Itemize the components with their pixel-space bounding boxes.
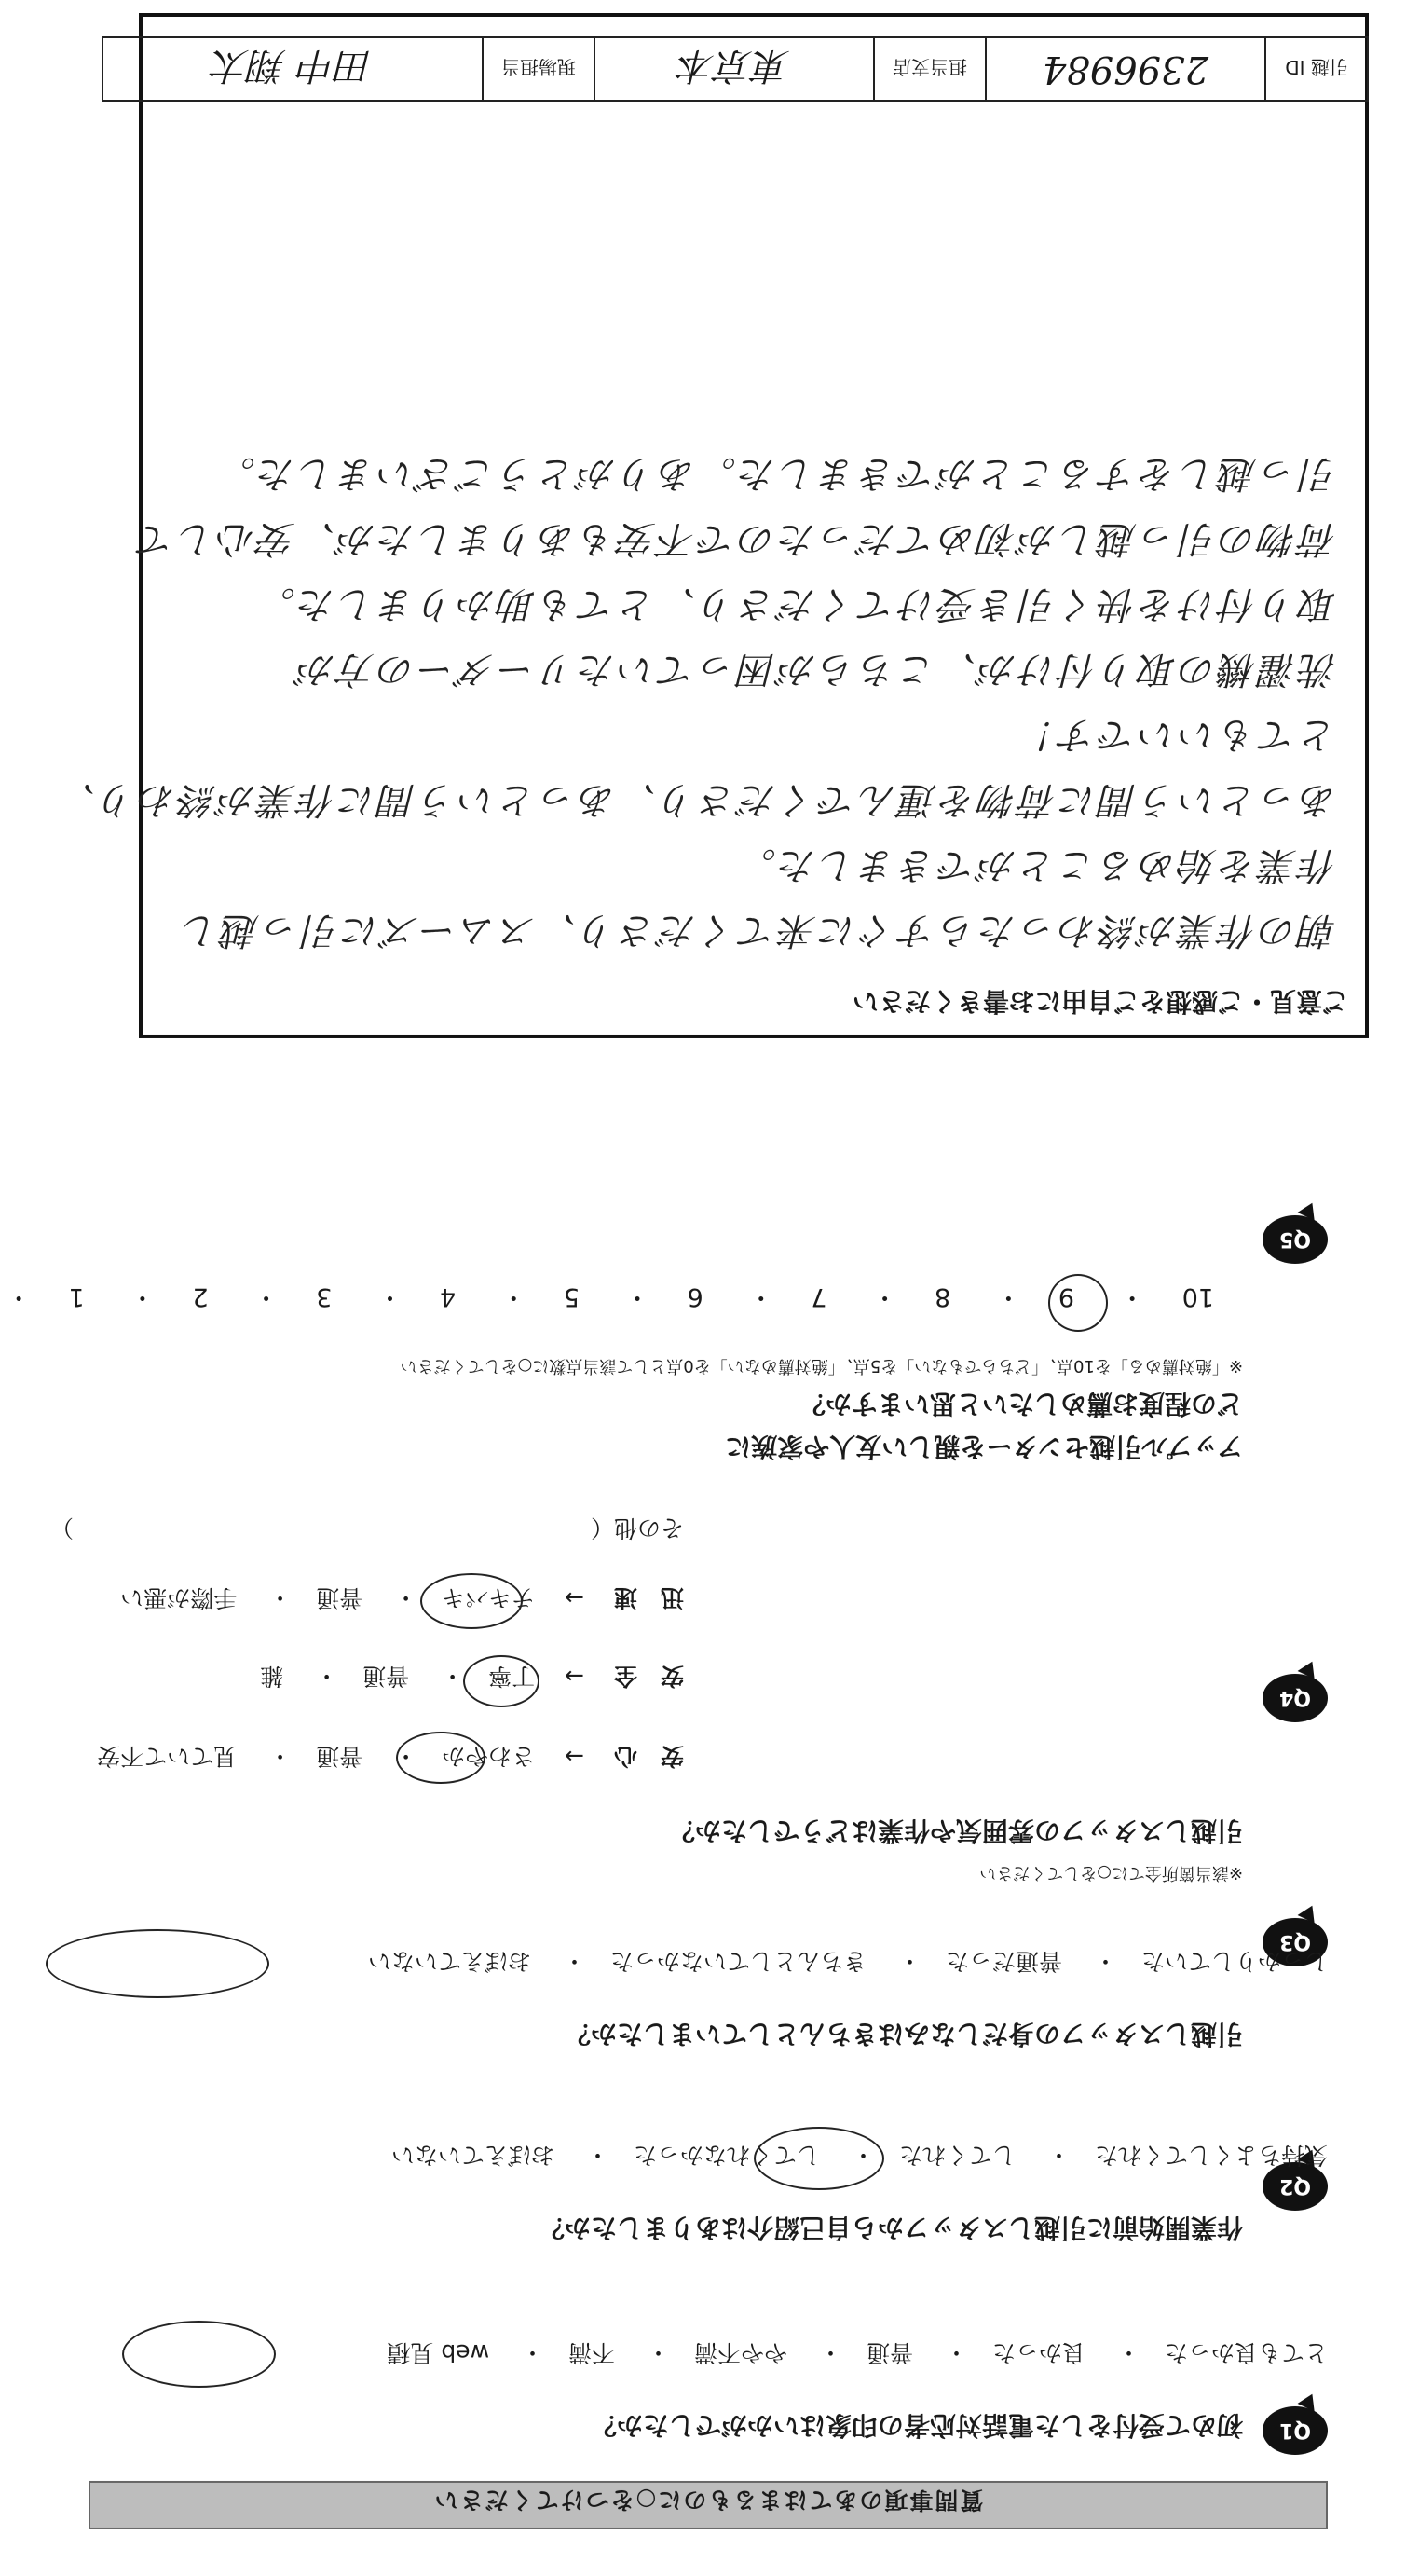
q4-row-1: 安 心 → さわやか・ 普通・ 見ていて不安 bbox=[97, 1743, 684, 1770]
q4-row-3-answer-circle bbox=[420, 1573, 523, 1629]
comment-line-5: 洗濯機の取り付けが、こちらが困っていたリーダーの方が bbox=[295, 648, 1337, 691]
q5-question-line-1: アップル引越センターを親しい友人や家族に bbox=[725, 1432, 1243, 1462]
q2-option-4[interactable]: おぼえていない bbox=[391, 2142, 555, 2169]
q3-option-2[interactable]: 普通だった bbox=[946, 1948, 1063, 1975]
q5-question-line-2: どの程度お薦めしたいと思いますか？ bbox=[799, 1389, 1243, 1419]
comment-title: ご意見・ご感想をご自由にお書きください bbox=[852, 986, 1348, 1017]
comment-line-8: 引っ越しをすることができました。ありがとうございました。 bbox=[215, 452, 1337, 495]
q2-badge: Q2 bbox=[0, 2162, 1328, 2211]
q1-answer-circle bbox=[122, 2321, 276, 2388]
branch-label: 担当支店 bbox=[873, 38, 985, 100]
q1-badge: Q1 bbox=[0, 2406, 1328, 2455]
q3-option-3[interactable]: きちんとしていなかった bbox=[610, 1948, 867, 1975]
id-label: 引越 ID bbox=[1264, 38, 1367, 100]
q4-row-2-option-1[interactable]: 丁寧 bbox=[488, 1663, 536, 1690]
q4-note: ※該当箇所全てに○をしてください bbox=[979, 1863, 1243, 1883]
q1-options: とても良かった・ 良かった・ 普通・ やや不満・ 不満・ web 見積 bbox=[387, 2339, 1328, 2366]
comment-line-2: 作業を始めることができました。 bbox=[736, 843, 1337, 886]
id-value: 2396984 bbox=[985, 38, 1264, 100]
q4-row-2-option-3[interactable]: 雑 bbox=[260, 1663, 284, 1690]
q4-row-2-option-2[interactable]: 普通 bbox=[362, 1663, 410, 1690]
comment-line-3: あっという間に荷物を運んでくださり、あっという間に作業が終わり、 bbox=[55, 778, 1337, 821]
person-value: 田中 翔太 bbox=[212, 44, 374, 88]
q1-option-2[interactable]: 良かった bbox=[992, 2339, 1086, 2366]
comment-line-1: 朝の作業が終わったらすぐに来てくださり、スムーズに引っ越し bbox=[179, 909, 1337, 952]
q5-scale-10[interactable]: 10 bbox=[1181, 1282, 1214, 1311]
comment-line-4: とてもいいです！ bbox=[1017, 713, 1337, 756]
q2-options: 気持ちよくしてくれた・ してくれた・ してくれなかった・ おぼえていない bbox=[391, 2142, 1328, 2169]
q2-option-1[interactable]: 気持ちよくしてくれた bbox=[1094, 2142, 1328, 2169]
q1-question: 初めて受付をした電話対応者の印象はいかがでしたか？ bbox=[590, 2410, 1243, 2441]
q1-option-6[interactable]: web 見積 bbox=[387, 2339, 490, 2366]
q4-row-1-label: 安 心 bbox=[613, 1743, 684, 1770]
q3-badge: Q3 bbox=[0, 1918, 1328, 1966]
q4-row-3-option-1[interactable]: テキパキ bbox=[442, 1584, 536, 1611]
q4-row-3-option-2[interactable]: 普通 bbox=[316, 1584, 363, 1611]
q5-scale-7[interactable]: 7 bbox=[811, 1282, 827, 1311]
q3-answer-circle bbox=[46, 1929, 269, 1998]
q5-scale-2[interactable]: 2 bbox=[192, 1282, 209, 1311]
q4-other-label: その他（ bbox=[590, 1514, 684, 1541]
q3-option-4[interactable]: おぼえていない bbox=[368, 1948, 532, 1975]
branch-value: 東京本 bbox=[594, 38, 873, 100]
instruction-text: 質問事項のあてはまるものに○をつけてください bbox=[432, 2487, 984, 2514]
q5-scale-3[interactable]: 3 bbox=[316, 1282, 333, 1311]
q2-question: 作業開始前に引越しスタッフから自己紹介はありましたか？ bbox=[538, 2213, 1243, 2243]
q4-row-3-label: 迅 速 bbox=[613, 1584, 684, 1611]
q5-scale-4[interactable]: 4 bbox=[439, 1282, 457, 1311]
q4-question: 引越しスタッフの雰囲気や作業はどうでしたか？ bbox=[668, 1816, 1243, 1846]
comment-line-7: 荷物の引っ越しが初めてだったので不安もありましたが、安心して bbox=[135, 517, 1337, 560]
q5-scale-8[interactable]: 8 bbox=[935, 1282, 951, 1311]
q3-option-1[interactable]: しっかりしていた bbox=[1140, 1948, 1328, 1975]
arrow-icon: → bbox=[565, 1663, 585, 1690]
q2-option-3[interactable]: してくれなかった bbox=[634, 2142, 821, 2169]
arrow-icon: → bbox=[565, 1584, 585, 1611]
q4-badge: Q4 bbox=[0, 1674, 1328, 1722]
q5-scale-1[interactable]: 1 bbox=[68, 1282, 85, 1311]
q5-scale-6[interactable]: 6 bbox=[687, 1282, 703, 1311]
q4-row-2-label: 安 全 bbox=[613, 1663, 684, 1690]
q5-badge: Q5 bbox=[0, 1215, 1328, 1264]
q4-row-2-answer-circle bbox=[463, 1655, 539, 1707]
q4-other bbox=[50, 1513, 684, 1546]
q1-option-3[interactable]: 普通 bbox=[867, 2339, 914, 2366]
q1-option-5[interactable]: 不満 bbox=[568, 2339, 616, 2366]
q4-row-3: 迅 速 → テキパキ・ 普通・ 手際が悪い bbox=[120, 1584, 684, 1611]
q2-option-2[interactable]: してくれた bbox=[899, 2142, 1017, 2169]
q1-option-4[interactable]: やや不満 bbox=[694, 2339, 788, 2366]
q5-scale-9[interactable]: 9 bbox=[1058, 1282, 1075, 1311]
q4-row-1-option-1[interactable]: さわやか bbox=[442, 1743, 536, 1770]
id-table bbox=[102, 36, 1369, 102]
person-label: 現場担当 bbox=[482, 38, 594, 100]
q4-row-1-option-2[interactable]: 普通 bbox=[316, 1743, 363, 1770]
q4-row-2: 安 全 → 丁寧・ 普通・ 雑 bbox=[260, 1663, 684, 1690]
q5-note: ※「絶対薦める」を10点、「どちらでもない」を5点、「絶対薦めない」を0点として該当点数に○をしてください bbox=[400, 1356, 1243, 1376]
q5-selected-circle bbox=[1048, 1274, 1108, 1332]
q4-row-3-option-3[interactable]: 手際が悪い bbox=[120, 1584, 238, 1611]
q3-question: 引越しスタッフの身だしなみはきちんとしていましたか？ bbox=[564, 2019, 1243, 2049]
q5-scale-5[interactable]: 5 bbox=[563, 1282, 580, 1311]
q4-row-1-answer-circle bbox=[396, 1732, 485, 1784]
comment-line-6: 取り付けを快く引き受けてくださり、とても助かりました。 bbox=[255, 582, 1337, 625]
arrow-icon: → bbox=[565, 1743, 585, 1770]
instruction-bar bbox=[89, 2481, 1328, 2529]
q5-scale: 10・ 9・ 8・ 7・ 6・ 5・ 4・ 3・ 2・ 1・ bbox=[6, 1282, 1214, 1311]
q3-options: しっかりしていた・ 普通だった・ きちんとしていなかった・ おぼえていない bbox=[368, 1948, 1328, 1975]
comment-box bbox=[55, 13, 1369, 1038]
q4-other-close: ） bbox=[50, 1514, 75, 1541]
q2-answer-circle bbox=[754, 2127, 884, 2190]
q4-row-1-option-3[interactable]: 見ていて不安 bbox=[97, 1743, 238, 1770]
q1-option-1[interactable]: とても良かった bbox=[1164, 2339, 1328, 2366]
